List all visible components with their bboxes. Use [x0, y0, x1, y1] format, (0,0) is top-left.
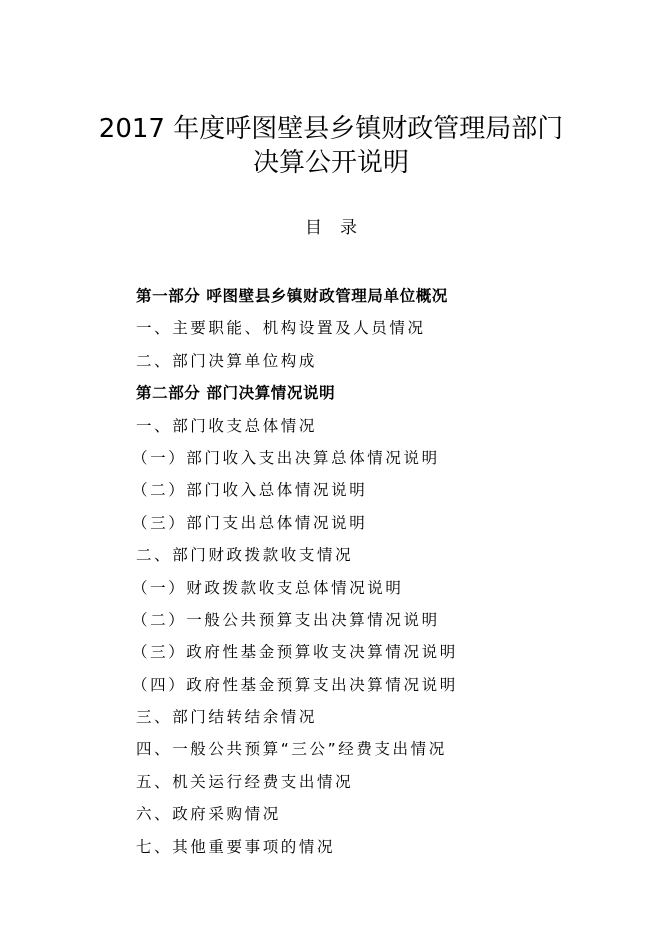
toc-part-heading: 第一部分 呼图壁县乡镇财政管理局单位概况 [136, 287, 448, 305]
toc-section-item: 二、部门财政拨款收支情况 [136, 546, 354, 565]
toc-section-item: 二、部门决算单位构成 [136, 351, 318, 370]
toc-section-item: 五、机关运行经费支出情况 [136, 772, 354, 791]
toc-section-item: 四、一般公共预算“三公”经费支出情况 [136, 740, 447, 759]
toc-subsection-item: （三）政府性基金预算收支决算情况说明 [132, 643, 458, 662]
toc-subsection-item: （一）财政拨款收支总体情况说明 [132, 578, 404, 597]
toc-section-item: 一、主要职能、机构设置及人员情况 [136, 319, 426, 338]
toc-section-item: 一、部门收支总体情况 [136, 416, 318, 435]
toc-section-item: 七、其他重要事项的情况 [136, 837, 336, 856]
toc-subsection-item: （四）政府性基金预算支出决算情况说明 [132, 675, 458, 694]
table-of-contents [132, 280, 636, 863]
toc-part-heading: 第二部分 部门决算情况说明 [136, 384, 336, 403]
toc-section-item: 三、部门结转结余情况 [136, 708, 318, 727]
toc-subsection-item: （二）一般公共预算支出决算情况说明 [132, 610, 440, 629]
document-title-line-1: 2017 年度呼图壁县乡镇财政管理局部门 [98, 114, 564, 144]
toc-subsection-item: （三）部门支出总体情况说明 [132, 513, 368, 532]
toc-subsection-item: （二）部门收入总体情况说明 [132, 481, 368, 500]
toc-section-item: 六、政府采购情况 [136, 805, 281, 824]
document-title-line-2: 决算公开说明 [252, 148, 409, 178]
toc-subsection-item: （一）部门收入支出决算总体情况说明 [132, 448, 440, 467]
toc-heading: 目录 [305, 218, 375, 238]
